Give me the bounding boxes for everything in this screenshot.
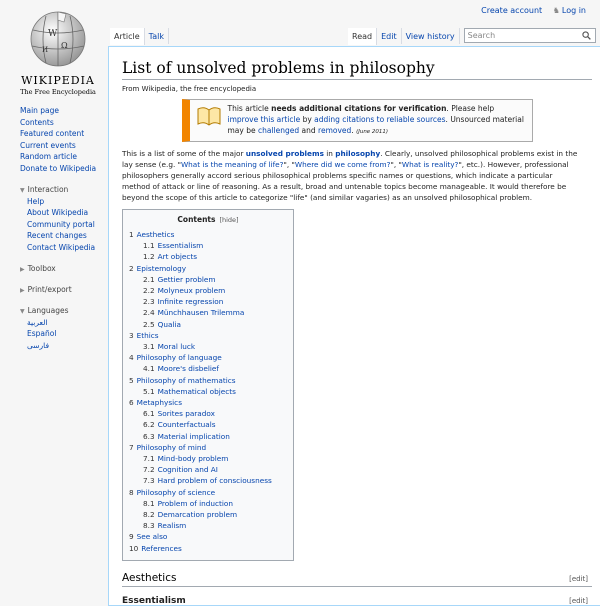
toc-item[interactable]	[129, 229, 287, 240]
toc-item[interactable]	[129, 319, 287, 330]
toc-item-number: 4.1	[143, 364, 155, 374]
sidebar-item-current-events[interactable]: Current events	[20, 140, 76, 150]
toc-item-label: Mind-body problem	[157, 454, 229, 464]
toc-item-number: 7.2	[143, 465, 155, 475]
tab-article[interactable]: Article	[110, 28, 145, 45]
toc-item-number: 8.2	[143, 510, 155, 520]
philosophy-link[interactable]: philosophy	[335, 149, 381, 158]
toc-item-number: 8	[129, 487, 134, 497]
unsolved-problems-link[interactable]: unsolved problems	[245, 149, 324, 158]
toc-item-label: Moore's disbelief	[157, 364, 219, 374]
toc-item-label: Münchhausen Trilemma	[157, 308, 245, 318]
site-subtitle: From Wikipedia, the free encyclopedia	[122, 85, 257, 93]
sidebar-item-recent-changes[interactable]: Recent changes	[27, 231, 87, 241]
toc-item-label: References	[141, 543, 182, 553]
search-placeholder: Search	[467, 31, 496, 40]
language-link-arabic[interactable]: العربية	[27, 317, 48, 327]
toc-item-label: Moral luck	[157, 342, 196, 352]
toc-item-label: Infinite regression	[157, 297, 224, 307]
toc-item[interactable]	[129, 375, 287, 386]
collapsed-triangle-icon: ▶	[20, 286, 25, 294]
toc-hide-toggle[interactable]: [hide]	[219, 216, 239, 224]
section-heading-aesthetics: Aesthetics [edit]	[122, 572, 592, 587]
challenged-link[interactable]: challenged	[257, 126, 300, 135]
tab-talk[interactable]: Talk	[145, 28, 169, 44]
toc-item-number: 2.5	[143, 319, 155, 329]
article-content	[108, 46, 600, 606]
add-citations-link[interactable]: adding citations to reliable sources	[314, 115, 446, 124]
svg-text:И: И	[42, 46, 49, 54]
toc-item-label: Philosophy of mind	[136, 442, 207, 452]
tab-edit[interactable]: Edit	[377, 28, 402, 44]
toc-item[interactable]	[129, 341, 287, 352]
toc-item-label: Essentialism	[157, 241, 204, 251]
toc-item-number: 6.1	[143, 409, 155, 419]
toc-item-number: 1.2	[143, 252, 155, 262]
view-tabs	[348, 28, 596, 45]
toolbox-heading[interactable]: ▶ Toolbox	[20, 263, 56, 273]
languages-list	[27, 317, 108, 352]
toc-item-label: Qualia	[157, 319, 181, 329]
toc-item[interactable]	[129, 520, 287, 531]
toc-item-label: See also	[136, 532, 168, 542]
table-of-contents	[122, 209, 294, 561]
improve-article-link[interactable]: improve this article	[227, 115, 301, 124]
toc-item-number: 3	[129, 330, 134, 340]
puzzle-globe-icon	[28, 8, 88, 68]
toc-item[interactable]	[129, 464, 287, 475]
toc-item-label: Cognition and AI	[157, 465, 218, 475]
toc-item-number: 5	[129, 375, 134, 385]
personal-tools	[473, 6, 586, 15]
toc-item-label: Sorites paradox	[157, 409, 215, 419]
wordmark: WIKIPEDIA	[21, 74, 95, 87]
what-is-reality-link[interactable]: What is reality?	[401, 160, 459, 169]
sidebar-item-contact[interactable]: Contact Wikipedia	[27, 242, 96, 252]
toc-item[interactable]	[129, 543, 287, 554]
namespace-tabs	[110, 28, 169, 45]
language-link-spanish[interactable]: Español	[27, 329, 57, 339]
book-icon	[196, 103, 222, 129]
notice-text: This article needs additional citations for verification. Please help improve this article by adding citations to reliable sources. Unsourced material may be challenged and removed. (June 2011)	[227, 104, 524, 135]
tab-view-history[interactable]: View history	[402, 28, 460, 44]
toc-item-number: 5.1	[143, 386, 155, 396]
toc-item-number: 2.1	[143, 274, 155, 284]
svg-text:Ω: Ω	[61, 41, 68, 50]
toc-item-label: Hard problem of consciousness	[157, 476, 272, 486]
toc-item-number: 2	[129, 263, 134, 273]
toc-item[interactable]	[129, 240, 287, 251]
toc-item-label: Metaphysics	[136, 398, 182, 408]
toc-item-number: 6	[129, 398, 134, 408]
sidebar-item-random-article[interactable]: Random article	[20, 152, 77, 162]
intro-paragraph: This is a list of some of the major unsolved problems in philosophy. Clearly, unsolved philosophical problems exist in the lay sense (e.g. "What is the meaning of life?", "Where did we come from?", "What is reality?", etc.). However, professional philosophers generally accord serious philosophical problems specific names or questions, which indicate a particular method of attack or line of reasoning. As a result, broad and untenable topics become manageable. It would therefore be beyond the scope of this article to categorize "life" (and similar vagaries) as an unsolved philosophical problem.	[122, 149, 578, 202]
toc-item-label: Demarcation problem	[157, 510, 238, 520]
toc-item-number: 6.2	[143, 420, 155, 430]
sidebar-item-contents[interactable]: Contents	[20, 117, 54, 127]
toc-item[interactable]	[129, 307, 287, 318]
search-icon[interactable]	[582, 31, 591, 42]
toc-item-number: 8.1	[143, 498, 155, 508]
sidebar-navigation	[20, 105, 108, 175]
user-icon: ♞	[552, 6, 560, 15]
toc-item-label: Art objects	[157, 252, 198, 262]
sidebar	[20, 105, 108, 351]
sidebar-item-featured-content[interactable]: Featured content	[20, 129, 85, 139]
sidebar-item-help[interactable]: Help	[27, 196, 45, 206]
toc-item-label: Aesthetics	[136, 230, 175, 239]
toc-item[interactable]	[129, 296, 287, 307]
toc-item-label: Counterfactuals	[157, 420, 216, 430]
toc-item-number: 2.3	[143, 297, 155, 307]
expanded-triangle-icon: ▼	[20, 186, 25, 194]
toc-item-number: 6.3	[143, 431, 155, 441]
toc-item[interactable]	[129, 285, 287, 296]
toc-title: Contents [hide]	[177, 215, 239, 224]
toc-item-number: 1	[129, 230, 134, 239]
sidebar-item-community-portal[interactable]: Community portal	[27, 219, 95, 229]
toc-item-label: Problem of induction	[157, 498, 234, 508]
toc-item[interactable]	[129, 330, 287, 341]
toc-item-number: 2.4	[143, 308, 155, 318]
search-input[interactable]	[464, 28, 596, 43]
toc-item-label: Philosophy of language	[136, 353, 222, 363]
toc-item[interactable]	[129, 442, 287, 453]
login-link[interactable]: ♞ Log in	[552, 6, 586, 15]
toc-item-number: 2.2	[143, 286, 155, 296]
toc-item[interactable]	[129, 419, 287, 430]
toc-item-number: 9	[129, 532, 134, 542]
toc-item[interactable]	[129, 509, 287, 520]
toc-item[interactable]	[129, 274, 287, 285]
sidebar-item-main-page[interactable]: Main page	[20, 106, 60, 115]
toc-item[interactable]	[129, 431, 287, 442]
toc-item[interactable]	[129, 386, 287, 397]
toc-item-label: Philosophy of science	[136, 487, 216, 497]
toc-item[interactable]	[129, 475, 287, 486]
toc-item-label: Molyneux problem	[157, 286, 226, 296]
toc-item-number: 1.1	[143, 241, 155, 251]
toc-item[interactable]	[129, 531, 287, 542]
edit-section-link[interactable]: [edit]	[569, 596, 588, 605]
removed-link[interactable]: removed	[318, 126, 352, 135]
toc-item-label: Gettier problem	[157, 274, 216, 284]
print-export-heading[interactable]: ▶ Print/export	[20, 284, 72, 294]
notice-date: (June 2011)	[356, 129, 389, 135]
toc-item-number: 7	[129, 442, 134, 452]
citation-notice	[182, 99, 533, 142]
wikipedia-logo[interactable]	[10, 8, 106, 96]
toc-item[interactable]	[129, 263, 287, 274]
toc-item[interactable]	[129, 408, 287, 419]
where-from-link[interactable]: Where did we come from?	[294, 160, 391, 169]
toc-item-label: Philosophy of mathematics	[136, 375, 236, 385]
toc-item-number: 3.1	[143, 342, 155, 352]
toc-item-number: 8.3	[143, 521, 155, 531]
tagline: The Free Encyclopedia	[20, 88, 96, 96]
toc-item[interactable]	[129, 453, 287, 464]
toc-item[interactable]	[129, 251, 287, 262]
toc-item-label: Realism	[157, 521, 187, 531]
sidebar-item-about[interactable]: About Wikipedia	[27, 208, 89, 218]
toc-item[interactable]	[129, 397, 287, 408]
meaning-of-life-link[interactable]: What is the meaning of life?	[180, 160, 284, 169]
languages-heading[interactable]: ▼ Languages	[20, 305, 69, 315]
toc-item[interactable]	[129, 363, 287, 374]
edit-section-link[interactable]: [edit]	[569, 574, 588, 583]
section-heading-essentialism: Essentialism [edit]	[122, 595, 588, 606]
toc-item[interactable]	[129, 352, 287, 363]
toc-item-number: 4	[129, 353, 134, 363]
toc-item-label: Mathematical objects	[157, 386, 236, 396]
toc-item-label: Ethics	[136, 330, 159, 340]
toc-list	[129, 229, 287, 554]
collapsed-triangle-icon: ▶	[20, 265, 25, 273]
language-link-persian[interactable]: فارسی	[27, 340, 50, 350]
toc-item-label: Epistemology	[136, 263, 187, 273]
toc-item-number: 7.3	[143, 476, 155, 486]
toc-item[interactable]	[129, 498, 287, 509]
tab-read[interactable]: Read	[348, 28, 377, 45]
interaction-heading[interactable]: ▼ Interaction	[20, 184, 69, 194]
svg-text:W: W	[48, 29, 58, 39]
sidebar-item-donate[interactable]: Donate to Wikipedia	[20, 163, 97, 173]
toc-item-number: 10	[129, 543, 139, 553]
toc-item[interactable]	[129, 487, 287, 498]
interaction-list	[27, 196, 108, 254]
toc-item-label: Material implication	[157, 431, 230, 441]
create-account-link[interactable]: Create account	[481, 6, 543, 15]
expanded-triangle-icon: ▼	[20, 307, 25, 315]
page-title: List of unsolved problems in philosophy	[122, 59, 592, 80]
toc-item-number: 7.1	[143, 454, 155, 464]
